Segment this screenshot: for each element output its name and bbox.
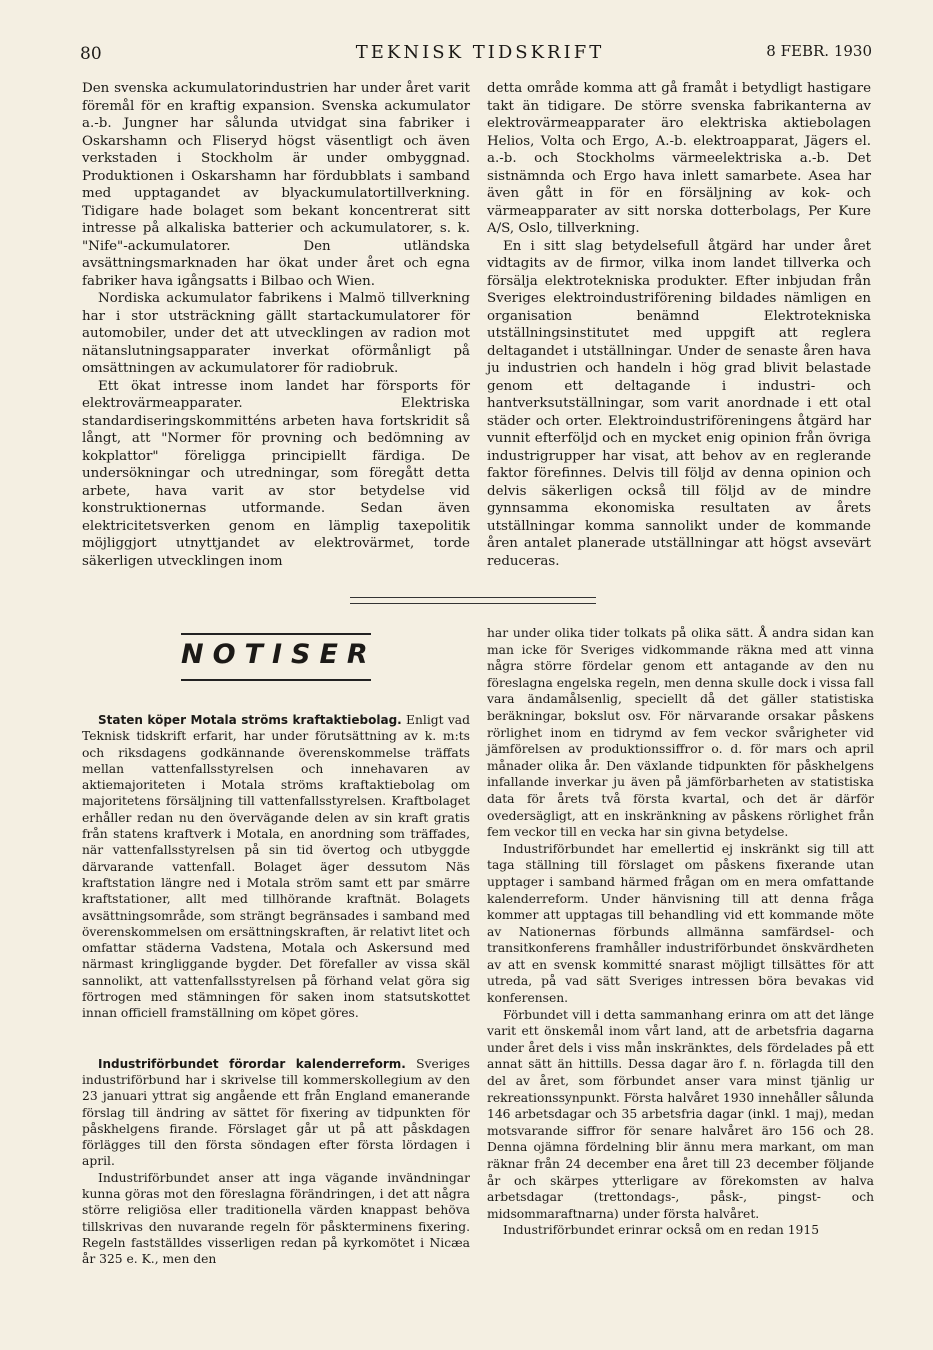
paragraph: En i sitt slag betydelsefull åtgärd har under året vidtagits av de firmor, vilka inom landet tillverka och försälja elektrotekniska produkter. Efter inbjudan från Sveriges elektroindustriförening bildades nämligen en organisation benämnd Elektrotekniska utställningsinstitutet med uppgift att reglera deltagandet i utställningar. Under de senaste åren hava ju industrien och handeln i hög grad blivit belastade genom ett deltagande i industri- och hantverksutställningar, som varit anordnade i ett otal städer och orter. Elektroindustriföreningens åtgärd har vunnit efterföljd och en mycket enig opinion från övriga industrigrupper har visat, att behov av en reglerande faktor förefinnes. Delvis till följd av denna opinion och delvis säkerligen också till följd av de mindre gynnsamma ekonomiska resultaten av årets utställningar komma sannolikt under de kommande åren antalet planerade utställningar att högst avsevärt reduceras. — [487, 238, 871, 569]
issue-date: 8 FEBR. 1930 — [766, 42, 872, 60]
article-paragraph — [82, 712, 470, 1022]
page-number: 80 — [80, 44, 102, 64]
paragraph: Förbundet vill i detta sammanhang erinra om att det länge varit ett önskemål inom vårt land, att de arbetsfria dagarna under året dels i viss mån inskränktes, dels fördelades på ett annat sätt än hittills. Dessa dagar äro f. n. förlagda till den del av året, som förbundet anser vara minst tjänlig ur rekreationssynpunkt. Första halvåret 1930 innehåller sålunda 146 arbetsdagar och 35 arbetsfria dagar (inkl. 1 maj), medan motsvarande siffror för senare halvåret äro 156 och 28. Denna ojämna fördelning blir ännu mera markant, om man räknar från 24 december ena året till 23 december följande år och skärpes ytterligare av förekomsten av halva arbetsdagar (trettondags-, påsk-, pingst- och midsommaraftnarna) under första halvåret. — [487, 1007, 874, 1221]
article-text: Sveriges industriförbund har i skrivelse till kommerskollegium av den 23 januari yttrat sig angående ett från England emanerande förslag till ändring av sättet för fixering av tidpunkten för påskhelgens firande. Förslaget går ut på att påskdagen förlägges till den första söndagen efter första lördagen i april. — [82, 1056, 470, 1169]
article-text: Enligt vad Teknisk tidskrift erfarit, har under förutsättning av k. m:ts och riksdagens godkännande överenskommelse träffats mellan vattenfallsstyrelsen och innehavaren av aktiemajoriteten i Motala ströms kraftaktiebolag om majoritetens försäljning till vattenfallsstyrelsen. Kraftbolaget erhåller redan nu den övervägande delen av sin kraft gratis från statens kraftverk i Motala, en anordning som träffades, när vattenfallsstyrelsen på sin tid övertog och utbyggde därvarande vattenfall. Bolaget äger dessutom Näs kraftstation längre ned i Motala ström samt ett par smärre kraftstationer, allt med tillhörande kraftnät. Bolagets avsättningsområde, som strängt begränsades i samband med överenskommelsen om ersättningskraften, är relativt litet och omfattar städerna Vadstena, Motala och Askersund med närmast kringliggande bygder. Det förefaller av vissa skäl sannolikt, att vattenfallsstyrelsen på förhand velat göra sig förtrogen med stämningen för saken inom statsutskottet innan officiell framställning om köpet göres. — [82, 713, 470, 1021]
article-paragraph — [82, 1056, 470, 1170]
paragraph: Nordiska ackumulator fabrikens i Malmö tillverkning har i stor utsträckning gällt startackumulatorer för automobiler, under det att utvecklingen av radion mot nätanslutningsapparater inverkat oförmånligt på omsättningen av ackumulatorer för radiobruk. — [82, 291, 470, 376]
bottom-left-column — [82, 712, 470, 1268]
bottom-right-column — [487, 625, 874, 1239]
paragraph: Industriförbundet erinrar också om en redan 1915 — [503, 1223, 820, 1238]
article-heading: Industriförbundet förordar kalenderreform. — [98, 1056, 406, 1071]
top-left-column — [82, 80, 470, 570]
page-header — [80, 40, 880, 68]
paragraph: Ett ökat intresse inom landet har försports för elektrovärmeapparater. Elektriska standardiseringskommitténs arbeten hava fortskridit så långt, att "Normer för provning och bedömning av kokplattor" föreligga principiellt färdiga. De undersökningar och utredningar, som föregått detta arbete, hava varit av stor betydelse vid konstruktionernas utformande. Sedan även elektricitetsverken genom en lämplig taxepolitik möjliggjort utnyttjandet av elektrovärmet, torde säkerligen utvecklingen inom — [82, 378, 470, 569]
article-heading: Staten köper Motala ströms kraftaktiebolag. — [98, 713, 402, 727]
article-paragraph: Industriförbundet anser att inga vägande invändningar kunna göras mot den föreslagna förändringen, i det att några större religiösa eller traditionella värden knappast behöva tillskrivas den nuvarande regeln för påskterminens fixering. Regeln fastställdes visserligen redan på kyrkomötet i Nicæa år 325 e. K., men den — [82, 1170, 470, 1267]
paragraph: Den svenska ackumulatorindustrien har under året varit föremål för en kraftig expansion. Svenska ackumulator a.-b. Jungner har sålunda utvidgat sina fabriker i Oskarshamn och Fliseryd högst väsentligt och även verkstaden i Stockholm är under ombyggnad. Produktionen i Oskarshamn har fördubblats i samband med upptagandet av blyackumulatortillverkning. Tidigare hade bolaget som bekant koncentrerat sitt intresse på alkaliska batterier och ackumulatorer, s. k. "Nife"-ackumulatorer. Den utländska avsättningsmarknaden har ökat under året och egna fabriker hava igångsatts i Bilbao och Wien. — [82, 81, 470, 289]
paragraph: detta område komma att gå framåt i betydligt hastigare takt än tidigare. De större svenska fabrikanterna av elektrovärmeapparater äro elektriska aktiebolagen Helios, Volta och Ergo, A.-b. elektroapparat, Jägers el. a.-b. och Stockholms värmeelektriska a.-b. Det sistnämnda och Ergo hava inlett samarbete. Asea har även gått in för en försäljning av kok- och värmeapparater av sitt norska dotterbolags, Per Kure A/S, Oslo, tillverkning. — [487, 81, 871, 236]
paragraph: har under olika tider tolkats på olika sätt. Å andra sidan kan man icke för Sveriges vidkommande räkna med att vinna några större fördelar genom ett antagande av den nu föreslagna engelska regeln, men denna skulle dock i vissa fall vara ändamålsenlig, speciellt då det gäller statistiska beräkningar, bokslut osv. För närvarande orsakar påskens rörlighet inom en tidrymd av fem veckor svårigheter vid jämförelsen av produktionssiffror o. d. för mars och april månader olika år. Den växlande tidpunkten för påskhelgens infallande inverkar ju även på jämförbarheten av statistiska data för årets två första kvartal, och det är därför ovedersägligt, att en inskränkning av påskens rörlighet från fem veckor till en vecka har sin givna betydelse. — [487, 626, 874, 840]
paragraph: Industriförbundet har emellertid ej inskränkt sig till att taga ställning till förslaget om påskens fixerande utan upptager i samband härmed frågan om en mera omfattande kalenderreform. Under hänvisning till att denna fråga kommer att upptagas till behandling vid ett kommande möte av Nationernas förbunds allmänna samfärdsel- och transitkonferens framhåller industriförbundet önskvärdheten av att en svensk kommitté snarast möjligt tillsättes för att utreda, på vad sätt Sveriges intressen böra bevakas vid konferensen. — [487, 841, 874, 1006]
section-title-box — [181, 633, 377, 681]
spacer — [82, 1022, 470, 1056]
journal-title: TEKNISK TIDSKRIFT — [355, 42, 605, 63]
top-right-column — [487, 80, 871, 570]
section-divider — [350, 597, 596, 604]
section-title: NOTISER — [181, 639, 377, 670]
